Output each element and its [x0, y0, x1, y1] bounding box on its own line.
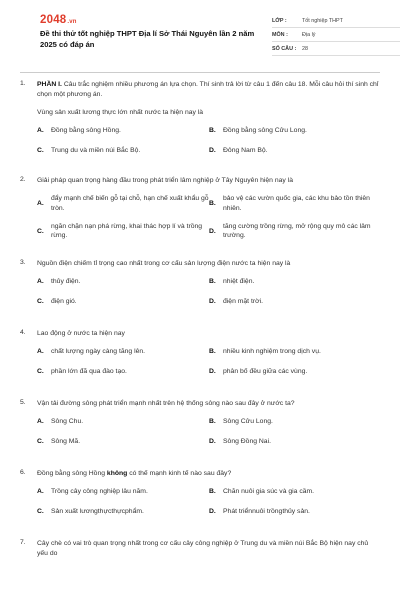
option-a[interactable]: A. đẩy mạnh chế biến gỗ tại chỗ, hạn chế xuất khẩu gỗ tròn.	[37, 195, 209, 212]
option-b[interactable]: B. nhiều kinh nghiệm trong dịch vụ.	[209, 348, 321, 356]
question-stem: Cây chè có vai trò quan trọng nhất trong cơ cấu cây công nghiệp ở Trung du và miền núi Bắc Bộ hiện nay chủ yếu do	[37, 540, 369, 558]
option-b[interactable]: B. Sông Cửu Long.	[209, 418, 273, 426]
option-c[interactable]: C. điện gió.	[37, 298, 77, 306]
option-c[interactable]: C. Sông Mã.	[37, 438, 81, 446]
options	[37, 194, 380, 241]
option-d[interactable]: D. Đông Nam Bộ.	[209, 147, 268, 154]
option-d[interactable]: D. Sông Đồng Nai.	[209, 438, 271, 446]
option-c[interactable]: C. Sản xuất lươngthựcthựcphẩm.	[37, 508, 144, 516]
option-a[interactable]: A. Sông Chu.	[37, 418, 84, 426]
page-title: Đề thi thử tốt nghiệp THPT Địa lí Sở Thái Nguyên lần 2 năm 2025 có đáp án	[40, 29, 255, 49]
exam-meta	[272, 14, 400, 56]
question-stem: Lao động ở nước ta hiện nay	[37, 330, 125, 338]
option-c[interactable]: C. Trung du và miền núi Bắc Bộ.	[37, 147, 141, 154]
question-3: 3. Nguồn điện chiếm tỉ trọng cao nhất trong cơ cấu sản lượng điện nước ta hiện nay là A. thủy điện. B. nhiệt điện. C. điện gió. D. điện mặt trời.	[20, 259, 380, 307]
question-stem: PHẦN I. Câu trắc nghiệm nhiều phương án lựa chọn. Thí sinh trả lời từ câu 1 đến câu 18. Mỗi câu hỏi thí sinh chỉ chọn một phương án.	[37, 81, 379, 98]
option-b[interactable]: B. nhiệt điện.	[209, 278, 255, 286]
question-2: 2. Giải pháp quan trọng hàng đầu trong phát triển lâm nghiệp ở Tây Nguyên hiện nay là A. đẩy mạnh chế biến gỗ tại chỗ, hạn chế xuất khẩu gỗ tròn. B. bảo vệ các vườn quốc gia, các khu bảo tồn thiên nhiên. C. ngăn chặn nạn phá rừng, khai thác hợp lí và trồng rừng. D. tăng cường trồng rừng, mở rộng quy mô các lâm trường.	[20, 176, 380, 241]
question-6: 6. Đồng bằng sông Hồng không có thế mạnh kinh tế nào sau đây? A. Trồng cây công nghiệp lâu năm. B. Chăn nuôi gia súc và gia cầm. C. Sản xuất lươngthựcthựcphẩm. D. Phát triểnnuôi trồngthủy sản.	[20, 469, 380, 517]
option-a[interactable]: A. Đồng bằng sông Hồng.	[37, 127, 121, 134]
meta-row-count: SỐ CÂU : 28	[272, 42, 400, 56]
option-a[interactable]: A. Trồng cây công nghiệp lâu năm.	[37, 488, 148, 496]
question-stem: Vận tải đường sông phát triển mạnh nhất trên hệ thống sông nào sau đây ở nước ta?	[37, 400, 295, 408]
meta-row-subject: MÔN : Địa lý	[272, 28, 400, 42]
option-d[interactable]: D. phân bố đều giữa các vùng.	[209, 368, 308, 376]
option-d[interactable]: D. điện mặt trời.	[209, 298, 263, 306]
option-b[interactable]: B. bảo vệ các vườn quốc gia, các khu bảo tồn thiên nhiên.	[209, 195, 370, 212]
question-stem: Nguồn điện chiếm tỉ trọng cao nhất trong cơ cấu sản lượng điện nước ta hiện nay là	[37, 260, 291, 268]
options	[37, 417, 380, 447]
options	[37, 277, 380, 307]
options	[37, 347, 380, 377]
option-a[interactable]: A. chất lượng ngày càng tăng lên.	[37, 348, 146, 356]
option-a[interactable]: A. thủy điện.	[37, 278, 81, 286]
options	[37, 487, 380, 517]
meta-row-class: LỚP : Tốt nghiệp THPT	[272, 14, 400, 28]
question-7: 7. Cây chè có vai trò quan trọng nhất trong cơ cấu cây công nghiệp ở Trung du và miền núi Bắc Bộ hiện nay chủ yếu do	[20, 539, 380, 559]
option-b[interactable]: B. Đồng bằng sông Cửu Long.	[209, 127, 307, 134]
question-stem: Đồng bằng sông Hồng không có thế mạnh kinh tế nào sau đây?	[37, 470, 232, 478]
question-4: 4. Lao động ở nước ta hiện nay A. chất lượng ngày càng tăng lên. B. nhiều kinh nghiệm trong dịch vụ. C. phần lớn đã qua đào tạo. D. phân bố đều giữa các vùng.	[20, 329, 380, 377]
question-prompt: Vùng sản xuất lương thực lớn nhất nước ta hiện nay là	[37, 109, 204, 116]
document-header	[20, 0, 380, 62]
option-b[interactable]: B. Chăn nuôi gia súc và gia cầm.	[209, 488, 315, 496]
options	[37, 126, 380, 156]
site-logo[interactable]: 2048.vn	[40, 14, 77, 26]
option-d[interactable]: D. tăng cường trồng rừng, mở rộng quy mô các lâm trường.	[209, 222, 371, 240]
option-c[interactable]: C. ngăn chặn nạn phá rừng, khai thác hợp lí và trồng rừng.	[37, 222, 203, 240]
question-list	[20, 80, 380, 559]
option-c[interactable]: C. phần lớn đã qua đào tạo.	[37, 368, 127, 376]
question-5: 5. Vận tải đường sông phát triển mạnh nhất trên hệ thống sông nào sau đây ở nước ta? A. Sông Chu. B. Sông Cửu Long. C. Sông Mã. D. Sông Đồng Nai.	[20, 399, 380, 447]
question-stem: Giải pháp quan trọng hàng đầu trong phát triển lâm nghiệp ở Tây Nguyên hiện nay là	[37, 177, 293, 184]
question-1: 1. PHẦN I. Câu trắc nghiệm nhiều phương án lựa chọn. Thí sinh trả lời từ câu 1 đến câu 18. Mỗi câu hỏi thí sinh chỉ chọn một phương án. Vùng sản xuất lương thực lớn nhất nước ta hiện nay là A. Đồng bằng sông Hồng. B. Đồng bằng sông Cửu Long. C. Trung du và miền núi Bắc Bộ. D. Đông Nam Bộ.	[20, 80, 380, 156]
option-d[interactable]: D. Phát triểnnuôi trồngthủy sản.	[209, 508, 310, 516]
header-divider	[20, 72, 380, 73]
